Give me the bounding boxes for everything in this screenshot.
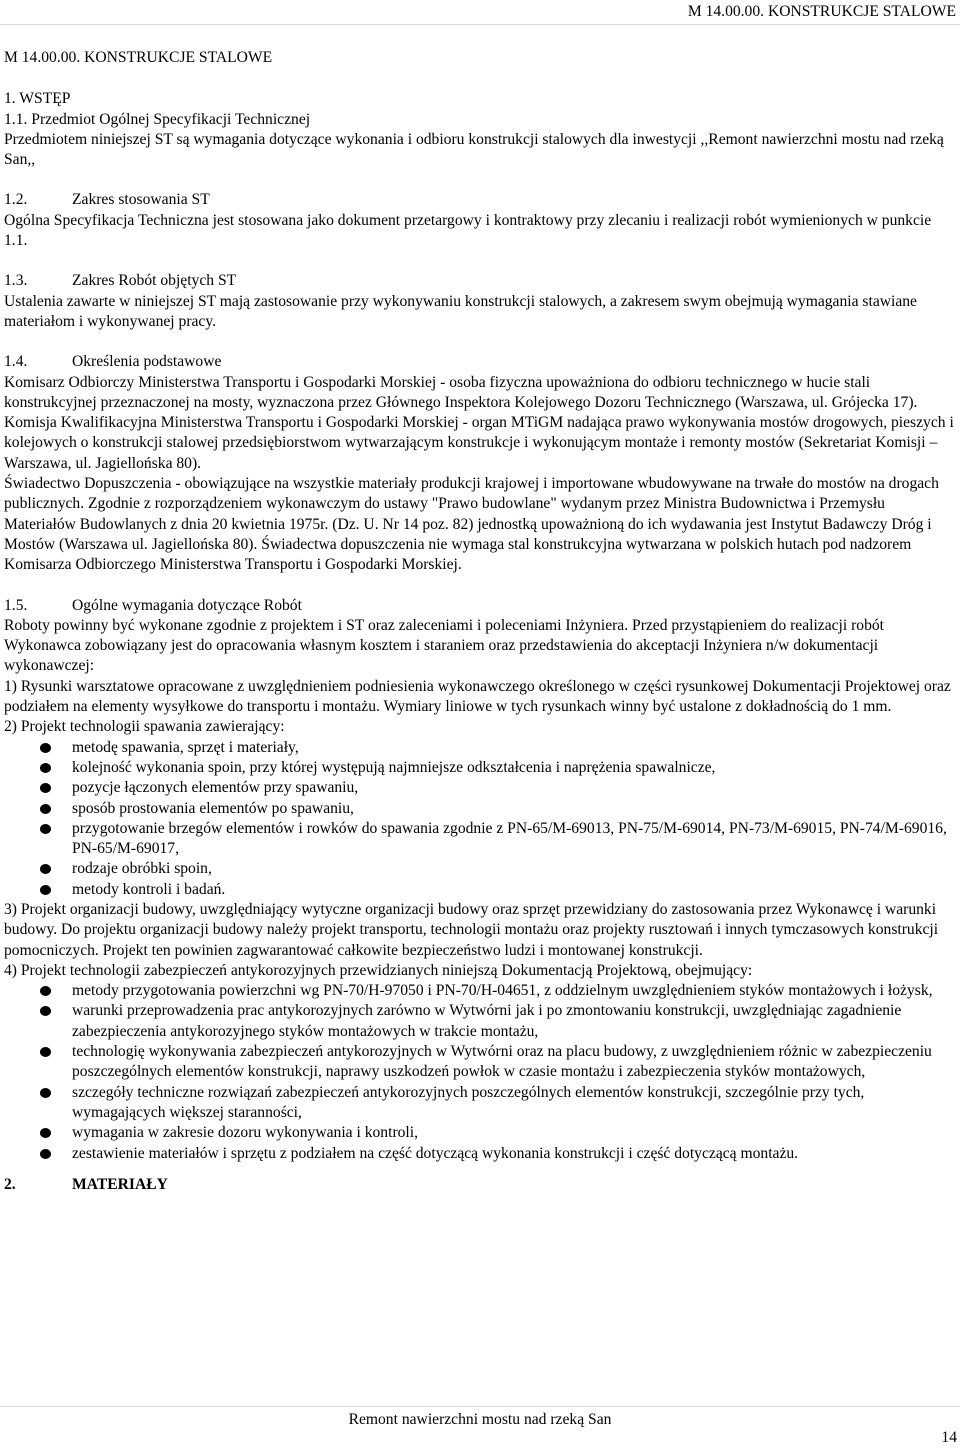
definition-swiadectwo: Świadectwo Dopuszczenia - obowiązujące na wszystkie materiały produkcji krajowej i importowane wbudowywane na trwałe do mostów na drogach publicznych. Zgodnie z rozporządzeniem wykonawczym do ustawy "Prawo budowlane" wydanym przez Ministra Budownictwa i Przemysłu Materiałów Budowlanych z dnia 20 kwietnia 1975r. (Dz. U. Nr 14 poz. 82) jednostką upoważnioną do ich wydawania jest Instytut Badawczy Dróg i Mostów (Warszawa ul. Jagiellońska 80). Świadectwa dopuszczenia nie wymaga stal konstrukcyjna wytwarzana w polskich hutach pod nadzorem Komisarza Odbiorczego Ministerstwa Transportu i Gospodarki Morskiej. — [4, 475, 939, 574]
bullet-icon — [40, 885, 51, 895]
bullet-icon — [40, 1047, 51, 1057]
section-number: 1.3. — [4, 272, 28, 290]
section-1-3-body: Ustalenia zawarte w niniejszej ST mają zastosowanie przy wykonywaniu konstrukcji stalowych, a zakresem swym obejmują wymagania stawiane materiałom i wykonywanej pracy. — [4, 292, 917, 330]
header-divider — [0, 24, 960, 25]
bullet-icon — [40, 804, 51, 814]
section-1-title: 1. WSTĘP — [4, 90, 71, 108]
list-item-text: metody przygotowania powierzchni wg PN-70/H-97050 i PN-70/H-04651, z oddzielnym uwzględnieniem styków montażowych i łożysk, — [72, 982, 933, 1000]
bullet-icon — [40, 864, 51, 874]
list-item-text: wymagania w zakresie dozoru wykonywania i kontroli, — [72, 1124, 418, 1142]
section-1-5-intro: Roboty powinny być wykonane zgodnie z projektem i ST oraz zaleceniami i poleceniami Inżyniera. Przed przystąpieniem do realizacji robót Wykonawca zobowiązany jest do opracowania własnym kosztem i staraniem oraz przedstawienia do akceptacji Inżyniera n/w dokumentacji wykonawczej: — [4, 616, 885, 675]
section-1-3-heading — [4, 271, 956, 291]
list-item-text: rodzaje obróbki spoin, — [72, 860, 212, 878]
section-number: 2. — [4, 1175, 16, 1193]
requirement-item-3: 3) Projekt organizacji budowy, uwzględniający wytyczne organizacji budowy oraz sprzęt przewidziany do zastosowania przez Wykonawcę i warunki budowy. Do projektu organizacji budowy należy projekt transportu, technologii montażu oraz projekty rusztowań i innych tymczasowych konstrukcji pomocniczych. Projekt ten powinien zagwarantować całkowite bezpieczeństwo ludzi i montowanej konstrukcji. — [4, 900, 939, 959]
list-item — [4, 819, 956, 860]
bullet-icon — [40, 783, 51, 793]
list-item — [4, 880, 956, 900]
list-item-text: przygotowanie brzegów elementów i rowków do spawania zgodnie z PN-65/M-69013, PN-75/M-69014, PN-73/M-69015, PN-74/M-69016, PN-65/M-69017, — [72, 819, 947, 858]
list-item-text: metody kontroli i badań. — [72, 880, 226, 898]
section-2-heading — [4, 1175, 956, 1195]
corrosion-list — [4, 981, 956, 1164]
section-number: 1.4. — [4, 353, 28, 371]
list-item — [4, 1083, 956, 1124]
document-body — [4, 48, 956, 1195]
list-item-text: metodę spawania, sprzęt i materiały, — [72, 738, 299, 756]
section-1-2-heading — [4, 190, 956, 210]
list-item — [4, 1042, 956, 1083]
requirement-item-2: 2) Projekt technologii spawania zawierający: — [4, 718, 285, 736]
bullet-icon — [40, 1088, 51, 1098]
list-item-text: sposób prostowania elementów po spawaniu, — [72, 799, 354, 817]
bullet-icon — [40, 763, 51, 773]
footer-title: Remont nawierzchni mostu nad rzeką San — [348, 1411, 612, 1428]
section-title: MATERIAŁY — [72, 1175, 168, 1193]
list-item — [4, 1001, 956, 1042]
section-title: Zakres stosowania ST — [72, 191, 210, 209]
bullet-icon — [40, 1006, 51, 1016]
section-title: Zakres Robót objętych ST — [72, 272, 237, 290]
list-item — [4, 1144, 956, 1164]
list-item-text: technologię wykonywania zabezpieczeń antykorozyjnych w Wytwórni oraz na placu budowy, z uwzględnieniem różnic w zabezpieczeniu poszczególnych elementów konstrukcji, naprawy uszkodzeń powłok w czasie montażu i zabezpieczenia styków montażowych, — [72, 1043, 932, 1081]
definition-komisarz: Komisarz Odbiorczy Ministerstwa Transportu i Gospodarki Morskiej - osoba fizyczna upoważniona do odbioru technicznego w hucie stali konstrukcyjnej przeznaczonej na mosty, wyznaczona przez Głównego Inspektora Kolejowego Dozoru Technicznego (Warszawa, ul. Grójecka 17). — [4, 373, 918, 411]
welding-list — [4, 738, 956, 900]
section-1-1-title: 1.1. Przedmiot Ogólnej Specyfikacji Technicznej — [4, 110, 311, 128]
bullet-icon — [40, 1149, 51, 1159]
list-item — [4, 799, 956, 819]
section-1-5-heading — [4, 596, 956, 616]
requirement-item-1: 1) Rysunki warsztatowe opracowane z uwzględnieniem podniesienia wykonawczego określonego w części rysunkowej Dokumentacji Projektowej oraz podziałem na elementy wysyłkowe do transportu i montażu. Wymiary liniowe w tych rysunkach winny być ustalone z dokładnością do 1 mm. — [4, 677, 951, 716]
section-title: Określenia podstawowe — [72, 353, 222, 371]
section-number: 1.2. — [4, 191, 28, 209]
list-item-text: warunki przeprowadzenia prac antykorozyjnych zarówno w Wytwórni jak i po zmontowaniu konstrukcji, uwzględniając zagadnienie zabezpieczenia antykorozyjnego styków montażowych w trakcie montażu, — [72, 1002, 902, 1040]
list-item — [4, 859, 956, 879]
list-item-text: pozycje łączonych elementów przy spawaniu, — [72, 779, 359, 797]
bullet-icon — [40, 824, 51, 834]
document-title: M 14.00.00. KONSTRUKCJE STALOWE — [4, 49, 273, 66]
list-item — [4, 738, 956, 758]
bullet-icon — [40, 743, 51, 753]
list-item-text: kolejność wykonania spoin, przy której występują najmniejsze odkształcenia i naprężenia spawalnicze, — [72, 758, 716, 776]
bullet-icon — [40, 986, 51, 996]
list-item — [4, 1123, 956, 1143]
section-1-4-heading — [4, 352, 956, 372]
section-1-1-body: Przedmiotem niniejszej ST są wymagania dotyczące wykonania i odbioru konstrukcji stalowych dla inwestycji ,,Remont nawierzchni mostu nad rzeką San,, — [4, 130, 944, 169]
section-1-2-body: Ogólna Specyfikacja Techniczna jest stosowana jako dokument przetargowy i kontraktowy przy zlecaniu i realizacji robót wymienionych w punkcie 1.1. — [4, 211, 932, 250]
footer-divider — [0, 1406, 960, 1407]
list-item-text: szczegóły techniczne rozwiązań zabezpieczeń antykorozyjnych poszczególnych elementów konstrukcji, szczególnie przy tych, wymagających większej staranności, — [72, 1083, 865, 1121]
running-header: M 14.00.00. KONSTRUKCJE STALOWE — [687, 3, 956, 20]
bullet-icon — [40, 1128, 51, 1138]
list-item — [4, 758, 956, 778]
definition-komisja: Komisja Kwalifikacyjna Ministerstwa Transportu i Gospodarki Morskiej - organ MTiGM nadająca prawo wykonywania mostów drogowych, pieszych i kolejowych o konstrukcji stalowej przedsiębiorstwom wytwarzającym konstrukcje i wykonującym montaże i remonty mostów (Sekretariat Komisji – Warszawa, ul. Jagiellońska 80). — [4, 414, 954, 472]
page-number: 14 — [941, 1429, 957, 1446]
list-item — [4, 981, 956, 1001]
section-title: Ogólne wymagania dotyczące Robót — [72, 596, 302, 614]
section-number: 1.5. — [4, 596, 28, 614]
requirement-item-4: 4) Projekt technologii zabezpieczeń antykorozyjnych przewidzianych niniejszą Dokumentacją Projektową, obejmujący: — [4, 961, 753, 979]
list-item — [4, 778, 956, 798]
list-item-text: zestawienie materiałów i sprzętu z podziałem na część dotyczącą wykonania konstrukcji i część dotyczącą montażu. — [72, 1144, 799, 1162]
